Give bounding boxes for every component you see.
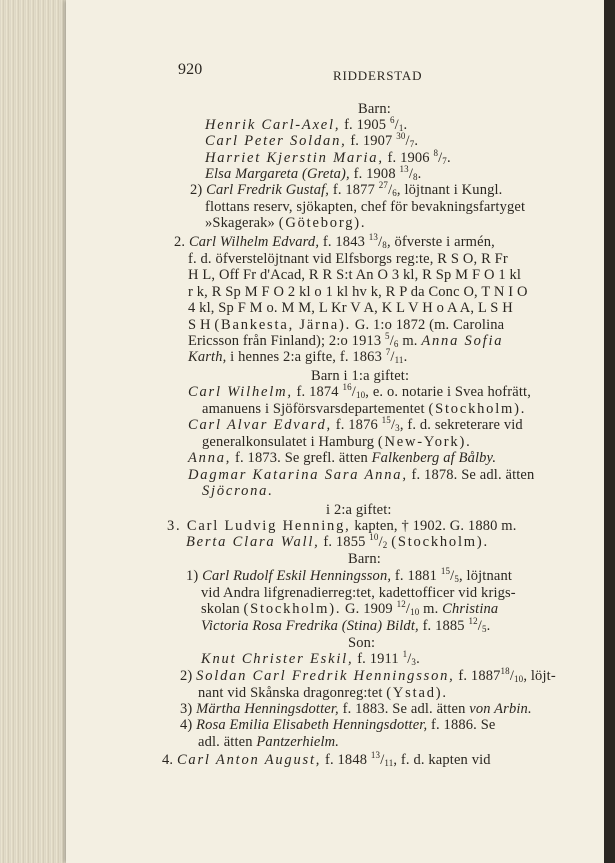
entry-line: flottans reserv, sjökapten, chef för bevakningsfartyget bbox=[205, 199, 526, 215]
entry-line: Carl Peter Soldan, f. 1907 $^{30}/_7$. bbox=[205, 131, 419, 149]
entry-line: f. d. öfverstelöjtnant vid Elfsborgs reg:te, R S O, R Fr bbox=[188, 251, 508, 267]
entry-line: Ericsson från Finland); 2:o 1913 $^5/_6$ m. Anna Sofia bbox=[188, 331, 504, 349]
running-title: RIDDERSTAD bbox=[333, 68, 423, 83]
entry-line: Elsa Margareta (Greta), f. 1908 $^{13}/_8$. bbox=[205, 164, 422, 182]
entry-line: 2) Carl Fredrik Gustaf, f. 1877 $^{27}/_6$, löjtnant i Kungl. bbox=[190, 180, 503, 198]
entry-line: 3) Märtha Henningsdotter, f. 1883. Se adl. ätten von Arbin. bbox=[180, 701, 532, 717]
entry-line: Sjöcrona. bbox=[202, 483, 274, 499]
entry-line: generalkonsulatet i Hamburg (New-York). bbox=[202, 434, 472, 450]
entry-line: 4. Carl Anton August, f. 1848 $^{13}/_{11}$, f. d. kapten vid bbox=[162, 750, 491, 768]
heading-barn-3: Barn: bbox=[348, 551, 381, 567]
heading-giftet-2: i 2:a giftet: bbox=[326, 502, 392, 518]
entry-line: 4 kl, Sp F M o. M M, L Kr V A, K L V H o A A, L S H bbox=[188, 300, 513, 316]
entry-line: Anna, f. 1873. Se grefl. ätten Falkenberg af Bålby. bbox=[188, 450, 497, 466]
entry-line: S H (Bankesta, Järna). G. 1:o 1872 (m. Carolina bbox=[188, 317, 505, 333]
entry-line: Henrik Carl-Axel, f. 1905 $^6/_1$. bbox=[205, 115, 408, 133]
entry-line: Knut Christer Eskil, f. 1911 $^1/_3$. bbox=[201, 649, 420, 667]
entry-line: skolan (Stockholm). G. 1909 $^{12}/_{10}$ m. Christina bbox=[201, 599, 499, 617]
entry-line: »Skagerak» (Göteborg). bbox=[205, 215, 367, 231]
entry-line: vid Andra lifgrenadierreg:tet, kadettofficer vid krigs- bbox=[201, 585, 516, 601]
entry-line: Karth, i hennes 2:a gifte, f. 1863 $^7/_{11}$. bbox=[188, 347, 408, 365]
entry-line: r k, R Sp M F O 2 kl o 1 kl hv k, R P da Conc O, T N I O bbox=[188, 284, 528, 300]
entry-line: 2) Soldan Carl Fredrik Henningsson, f. $1887^{18}/_{10}$, löjt- bbox=[180, 666, 556, 684]
entry-line: 4) Rosa Emilia Elisabeth Henningsdotter, f. 1886. Se bbox=[180, 717, 496, 733]
entry-line: 1) Carl Rudolf Eskil Henningsson, f. 1881 $^{15}/_5$, löjtnant bbox=[186, 566, 513, 584]
page-number: 920 bbox=[178, 61, 203, 78]
entry-line: 3. Carl Ludvig Henning, kapten, † 1902. G. 1880 m. bbox=[167, 518, 517, 534]
entry-line: nant vid Skånska dragonreg:tet (Ystad). bbox=[198, 685, 448, 701]
entry-line: Carl Wilhelm, f. 1874 $^{16}/_{10}$, e. o. notarie i Svea hofrätt, bbox=[188, 382, 531, 400]
entry-line: Berta Clara Wall, f. 1855 $^{10}/_2$ (Stockholm). bbox=[186, 532, 489, 550]
entry-line: amanuens i Sjöförsvarsdepartementet (Stockholm). bbox=[202, 401, 527, 417]
entry-line: adl. ätten Pantzerhielm. bbox=[198, 734, 340, 750]
entry-line: 2. Carl Wilhelm Edvard, f. 1843 $^{13}/_8$, öfverste i armén, bbox=[174, 232, 495, 250]
entry-line: Carl Alvar Edvard, f. 1876 $^{15}/_3$, f. d. sekreterare vid bbox=[188, 415, 523, 433]
entry-line: Harriet Kjerstin Maria, f. 1906 $^8/_7$. bbox=[205, 148, 451, 166]
heading-barn: Barn: bbox=[358, 101, 391, 117]
heading-son: Son: bbox=[348, 635, 376, 651]
entry-line: Dagmar Katarina Sara Anna, f. 1878. Se adl. ätten bbox=[188, 467, 535, 483]
book-spine-shadow bbox=[604, 0, 615, 863]
heading-barn-1: Barn i 1:a giftet: bbox=[311, 368, 410, 384]
entry-line: Victoria Rosa Fredrika (Stina) Bildt, f. 1885 $^{12}/_5$. bbox=[201, 616, 491, 634]
entry-line: H L, Off Fr d'Acad, R R S:t An O 3 kl, R Sp M F O 1 kl bbox=[188, 267, 522, 283]
